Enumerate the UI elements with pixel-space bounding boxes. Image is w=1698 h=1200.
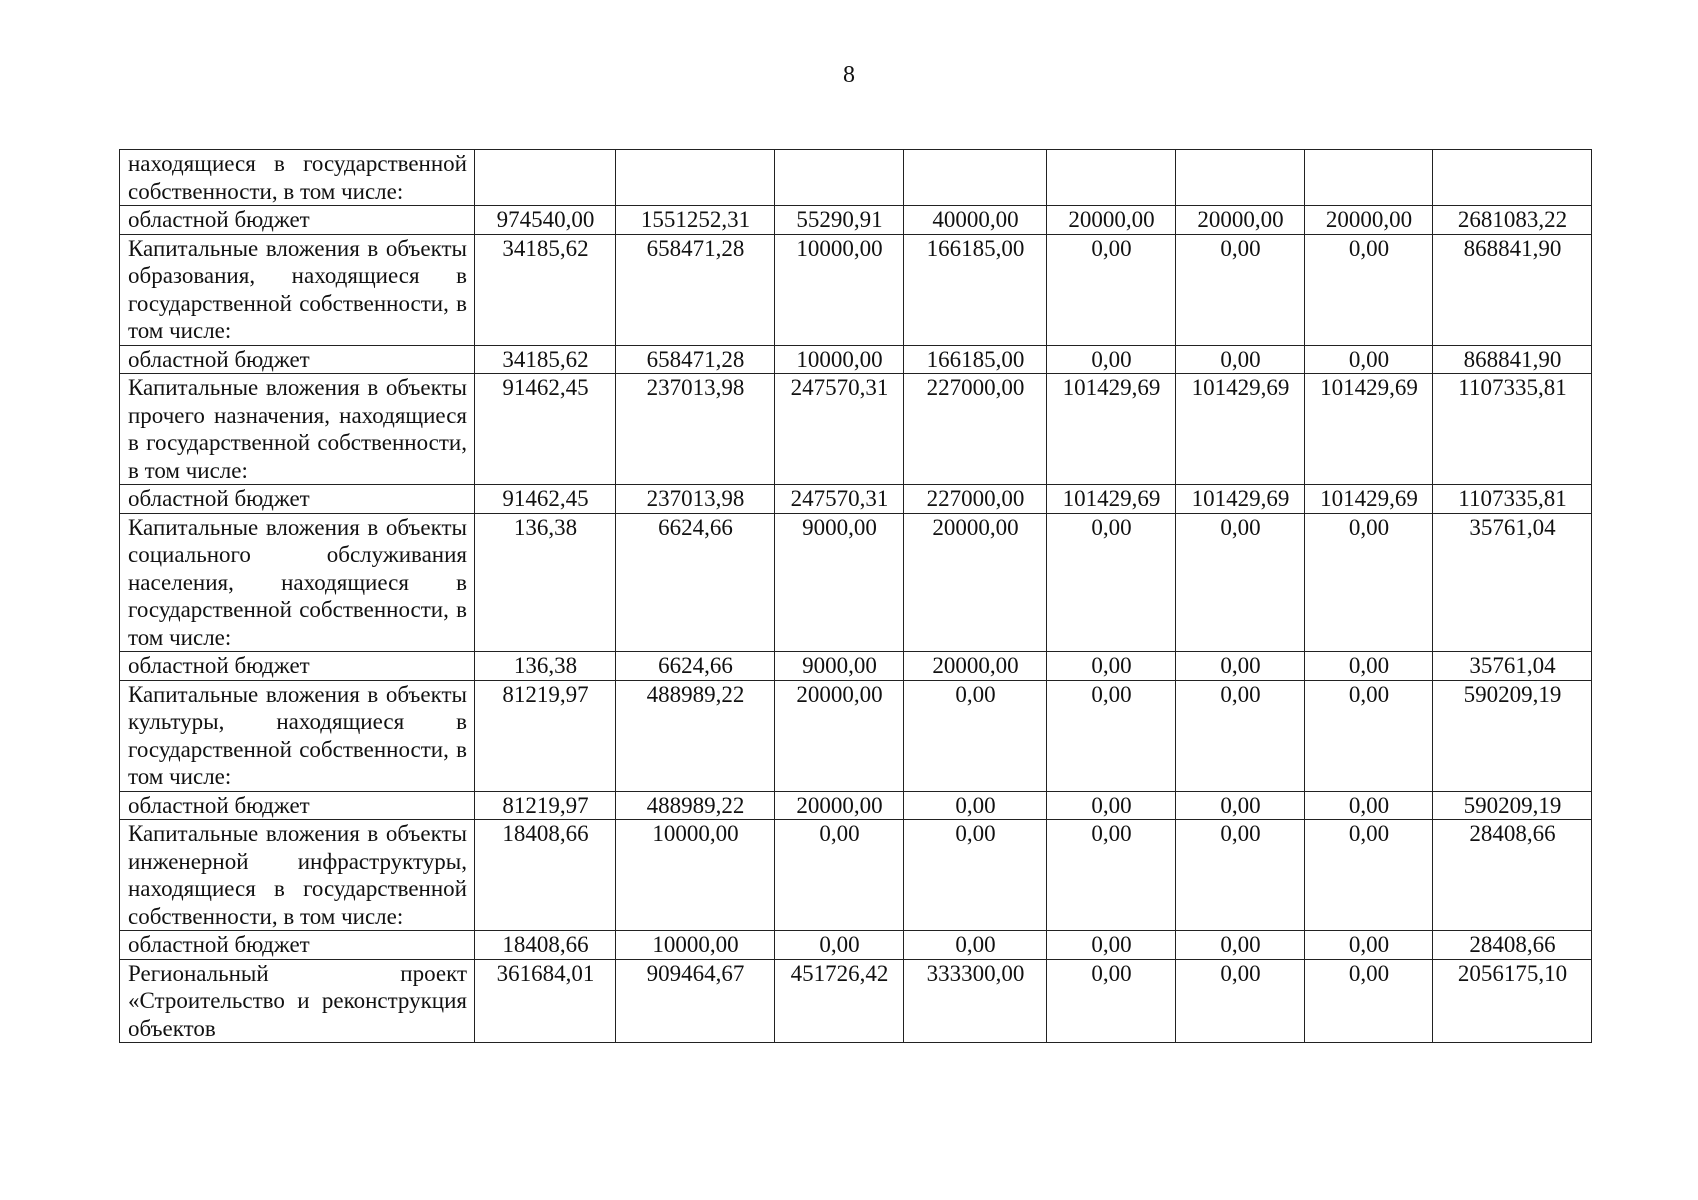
value-cell: 0,00 (1176, 680, 1305, 791)
value-cell: 227000,00 (904, 374, 1047, 485)
value-cell: 0,00 (1047, 513, 1176, 652)
row-label: областной бюджет (120, 652, 475, 681)
value-cell: 10000,00 (616, 931, 775, 960)
table-row-regional-budget (120, 931, 1592, 960)
value-cell: 35761,04 (1433, 652, 1592, 681)
value-cell: 101429,69 (1305, 374, 1433, 485)
value-cell: 166185,00 (904, 234, 1047, 345)
value-cell: 34185,62 (475, 345, 616, 374)
value-cell: 20000,00 (1047, 206, 1176, 235)
value-cell: 9000,00 (775, 513, 904, 652)
table-row-regional-budget (120, 345, 1592, 374)
value-cell: 2681083,22 (1433, 206, 1592, 235)
value-cell: 0,00 (1176, 652, 1305, 681)
value-cell: 6624,66 (616, 652, 775, 681)
value-cell: 10000,00 (775, 234, 904, 345)
value-cell: 1107335,81 (1433, 374, 1592, 485)
value-cell: 91462,45 (475, 374, 616, 485)
value-cell: 0,00 (904, 680, 1047, 791)
value-cell: 658471,28 (616, 345, 775, 374)
value-cell: 1551252,31 (616, 206, 775, 235)
value-cell: 0,00 (1305, 234, 1433, 345)
value-cell: 101429,69 (1305, 485, 1433, 514)
value-cell (904, 150, 1047, 206)
value-cell: 0,00 (1305, 820, 1433, 931)
row-label: Региональный проект «Строительство и реконструкция объектов (120, 959, 475, 1043)
value-cell (1433, 150, 1592, 206)
value-cell: 28408,66 (1433, 820, 1592, 931)
row-label: Капитальные вложения в объекты инженерной инфраструктуры, находящиеся в государственной собственности, в том числе: (120, 820, 475, 931)
value-cell: 0,00 (775, 931, 904, 960)
value-cell: 658471,28 (616, 234, 775, 345)
value-cell: 81219,97 (475, 680, 616, 791)
value-cell (775, 150, 904, 206)
value-cell: 590209,19 (1433, 791, 1592, 820)
value-cell (1047, 150, 1176, 206)
table-row-capital-investment (120, 374, 1592, 485)
row-label: областной бюджет (120, 485, 475, 514)
value-cell: 237013,98 (616, 374, 775, 485)
value-cell: 20000,00 (1305, 206, 1433, 235)
value-cell: 361684,01 (475, 959, 616, 1043)
value-cell: 0,00 (1047, 931, 1176, 960)
value-cell: 974540,00 (475, 206, 616, 235)
value-cell: 0,00 (1176, 345, 1305, 374)
value-cell: 166185,00 (904, 345, 1047, 374)
value-cell: 35761,04 (1433, 513, 1592, 652)
value-cell: 0,00 (1305, 345, 1433, 374)
value-cell: 0,00 (1047, 680, 1176, 791)
budget-table (119, 149, 1592, 1043)
row-label: областной бюджет (120, 791, 475, 820)
value-cell: 20000,00 (775, 680, 904, 791)
budget-table-body (120, 150, 1592, 1043)
value-cell: 0,00 (1305, 680, 1433, 791)
table-row-capital-investment (120, 959, 1592, 1043)
value-cell: 18408,66 (475, 820, 616, 931)
value-cell: 2056175,10 (1433, 959, 1592, 1043)
value-cell: 10000,00 (616, 820, 775, 931)
page-number: 8 (843, 62, 855, 88)
value-cell: 247570,31 (775, 485, 904, 514)
value-cell: 0,00 (1047, 959, 1176, 1043)
value-cell: 0,00 (904, 791, 1047, 820)
value-cell: 488989,22 (616, 680, 775, 791)
value-cell: 247570,31 (775, 374, 904, 485)
row-label: областной бюджет (120, 345, 475, 374)
value-cell: 20000,00 (904, 513, 1047, 652)
row-label: областной бюджет (120, 931, 475, 960)
row-label: Капитальные вложения в объекты социального обслуживания населения, находящиеся в государственной собственности, в том числе: (120, 513, 475, 652)
value-cell: 0,00 (1305, 959, 1433, 1043)
value-cell: 0,00 (1176, 931, 1305, 960)
value-cell: 0,00 (1305, 791, 1433, 820)
value-cell: 227000,00 (904, 485, 1047, 514)
value-cell: 91462,45 (475, 485, 616, 514)
value-cell (616, 150, 775, 206)
value-cell: 868841,90 (1433, 345, 1592, 374)
value-cell: 0,00 (1305, 931, 1433, 960)
value-cell: 0,00 (904, 931, 1047, 960)
value-cell: 0,00 (1305, 652, 1433, 681)
value-cell: 6624,66 (616, 513, 775, 652)
value-cell: 20000,00 (775, 791, 904, 820)
value-cell: 28408,66 (1433, 931, 1592, 960)
row-label: находящиеся в государственной собственности, в том числе: (120, 150, 475, 206)
value-cell: 868841,90 (1433, 234, 1592, 345)
value-cell: 590209,19 (1433, 680, 1592, 791)
value-cell: 909464,67 (616, 959, 775, 1043)
value-cell: 237013,98 (616, 485, 775, 514)
value-cell: 0,00 (1176, 791, 1305, 820)
table-row-capital-investment (120, 150, 1592, 206)
value-cell: 0,00 (1047, 234, 1176, 345)
value-cell: 0,00 (1305, 513, 1433, 652)
value-cell: 0,00 (1176, 820, 1305, 931)
value-cell: 55290,91 (775, 206, 904, 235)
value-cell: 101429,69 (1047, 374, 1176, 485)
table-row-regional-budget (120, 791, 1592, 820)
value-cell: 101429,69 (1176, 485, 1305, 514)
table-row-capital-investment (120, 680, 1592, 791)
value-cell: 136,38 (475, 652, 616, 681)
value-cell: 81219,97 (475, 791, 616, 820)
value-cell (475, 150, 616, 206)
table-row-regional-budget (120, 652, 1592, 681)
value-cell: 0,00 (1047, 791, 1176, 820)
table-row-regional-budget (120, 206, 1592, 235)
value-cell: 0,00 (1047, 820, 1176, 931)
value-cell (1305, 150, 1433, 206)
value-cell: 0,00 (1176, 513, 1305, 652)
value-cell: 136,38 (475, 513, 616, 652)
row-label: областной бюджет (120, 206, 475, 235)
value-cell (1176, 150, 1305, 206)
value-cell: 40000,00 (904, 206, 1047, 235)
value-cell: 488989,22 (616, 791, 775, 820)
value-cell: 451726,42 (775, 959, 904, 1043)
value-cell: 34185,62 (475, 234, 616, 345)
value-cell: 20000,00 (1176, 206, 1305, 235)
value-cell: 0,00 (904, 820, 1047, 931)
value-cell: 0,00 (775, 820, 904, 931)
table-row-capital-investment (120, 820, 1592, 931)
value-cell: 101429,69 (1176, 374, 1305, 485)
table-row-capital-investment (120, 513, 1592, 652)
value-cell: 20000,00 (904, 652, 1047, 681)
table-row-capital-investment (120, 234, 1592, 345)
value-cell: 1107335,81 (1433, 485, 1592, 514)
row-label: Капитальные вложения в объекты прочего назначения, находящиеся в государственной собственности, в том числе: (120, 374, 475, 485)
row-label: Капитальные вложения в объекты культуры, находящиеся в государственной собственности, в том числе: (120, 680, 475, 791)
table-row-regional-budget (120, 485, 1592, 514)
value-cell: 10000,00 (775, 345, 904, 374)
value-cell: 0,00 (1047, 652, 1176, 681)
value-cell: 0,00 (1047, 345, 1176, 374)
value-cell: 0,00 (1176, 234, 1305, 345)
row-label: Капитальные вложения в объекты образования, находящиеся в государственной собственности, в том числе: (120, 234, 475, 345)
value-cell: 18408,66 (475, 931, 616, 960)
value-cell: 0,00 (1176, 959, 1305, 1043)
value-cell: 101429,69 (1047, 485, 1176, 514)
value-cell: 333300,00 (904, 959, 1047, 1043)
value-cell: 9000,00 (775, 652, 904, 681)
